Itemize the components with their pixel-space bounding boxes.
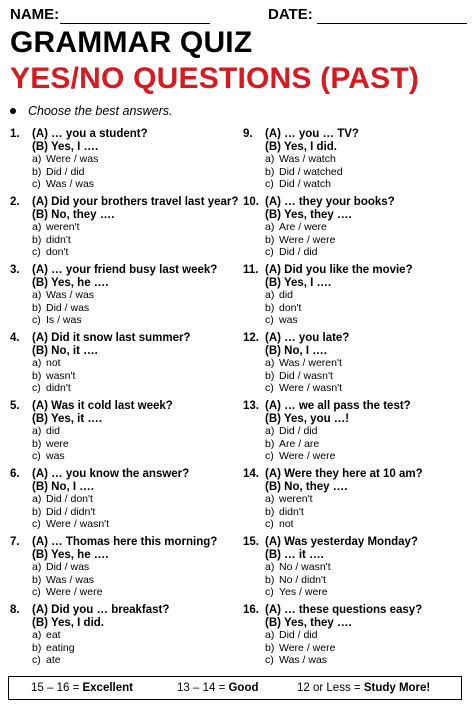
answer-option[interactable] xyxy=(32,562,89,574)
score-rating: Study More! xyxy=(363,682,431,694)
question-b: (B) No, I …. xyxy=(265,344,327,357)
question-a: (A) … they your books? xyxy=(265,196,395,208)
option-text: Are / were xyxy=(279,221,327,234)
question-a: (A) … these questions easy? xyxy=(265,604,423,616)
name-line[interactable] xyxy=(60,23,210,24)
option-text: Did / didn't xyxy=(46,505,96,518)
page-subtitle: YES/NO QUESTIONS (PAST) xyxy=(10,62,420,95)
option-letter: a) xyxy=(265,425,275,438)
option-text: Did / did xyxy=(279,425,318,438)
score-range: 15 – 16 = xyxy=(31,682,80,694)
answer-option[interactable] xyxy=(32,655,61,667)
option-text: didn't xyxy=(279,505,304,518)
date-label: DATE: xyxy=(268,6,313,23)
answer-option[interactable] xyxy=(265,222,327,234)
answer-option[interactable] xyxy=(32,494,93,506)
option-letter: b) xyxy=(265,573,275,586)
score-item xyxy=(177,682,259,694)
option-letter: a) xyxy=(32,493,42,506)
answer-option[interactable] xyxy=(265,655,327,667)
option-letter: c) xyxy=(32,586,41,599)
option-text: Was / weren't xyxy=(279,357,342,370)
question-a: (A) … Thomas here this morning? xyxy=(32,536,218,548)
question-block xyxy=(10,129,238,192)
option-text: Were / wasn't xyxy=(46,518,110,531)
option-letter: a) xyxy=(265,289,275,302)
answer-option[interactable] xyxy=(32,439,69,451)
option-letter: c) xyxy=(265,178,274,191)
answer-option[interactable] xyxy=(32,383,71,395)
answer-option[interactable] xyxy=(265,371,333,383)
question-block xyxy=(10,469,238,532)
option-letter: b) xyxy=(32,301,42,314)
answer-option[interactable] xyxy=(32,222,80,234)
option-letter: b) xyxy=(265,437,275,450)
question-a: (A) … we all pass the test? xyxy=(265,400,411,412)
option-letter: c) xyxy=(265,518,274,531)
option-text: Were / were xyxy=(279,641,336,654)
option-text: Was / was xyxy=(279,654,328,667)
option-letter: a) xyxy=(265,221,275,234)
option-letter: a) xyxy=(265,561,275,574)
answer-option[interactable] xyxy=(32,290,94,302)
answer-option[interactable] xyxy=(265,562,331,574)
name-label: NAME: xyxy=(10,6,60,23)
option-text: not xyxy=(279,518,294,531)
answer-option[interactable] xyxy=(265,315,298,327)
option-text: did xyxy=(279,289,294,302)
option-text: No / didn't xyxy=(279,573,326,586)
option-letter: b) xyxy=(32,369,42,382)
answer-option[interactable] xyxy=(265,587,328,599)
answer-option[interactable] xyxy=(265,358,342,370)
question-number: 15. xyxy=(243,536,259,548)
question-a: (A) … you know the answer? xyxy=(32,468,190,480)
question-b: (B) Yes, they …. xyxy=(265,616,352,629)
question-block xyxy=(10,605,238,668)
answer-option[interactable] xyxy=(32,235,71,247)
bullet-icon xyxy=(10,108,16,114)
option-text: Are / are xyxy=(279,437,320,450)
worksheet-header xyxy=(10,6,466,26)
option-letter: c) xyxy=(265,246,274,259)
answer-option[interactable] xyxy=(265,519,294,531)
option-text: were xyxy=(46,437,69,450)
option-text: Did / watched xyxy=(279,165,343,178)
option-letter: c) xyxy=(265,314,274,327)
option-text: Did / did xyxy=(46,165,85,178)
question-b: (B) No, they …. xyxy=(265,480,348,493)
score-range: 12 or Less = xyxy=(297,682,361,694)
option-text: No / wasn't xyxy=(279,561,331,574)
option-letter: b) xyxy=(265,301,275,314)
answer-option[interactable] xyxy=(265,507,304,519)
answer-option[interactable] xyxy=(265,630,318,642)
option-text: don't xyxy=(279,301,302,314)
option-letter: a) xyxy=(265,629,275,642)
question-a: (A) … you late? xyxy=(265,332,350,344)
answer-option[interactable] xyxy=(265,439,319,451)
question-number: 4. xyxy=(10,332,20,344)
option-text: Was / was xyxy=(46,289,95,302)
question-number: 10. xyxy=(243,196,259,208)
option-letter: b) xyxy=(32,437,42,450)
question-block xyxy=(243,401,471,464)
question-number: 16. xyxy=(243,604,259,616)
option-text: Were / were xyxy=(46,586,103,599)
question-b: (B) Yes, I did. xyxy=(32,616,104,629)
question-b: (B) Yes, he …. xyxy=(32,548,109,561)
question-block xyxy=(243,537,471,600)
option-text: ate xyxy=(46,654,61,667)
option-letter: c) xyxy=(32,450,41,463)
question-number: 2. xyxy=(10,196,20,208)
option-letter: a) xyxy=(32,153,42,166)
question-a: (A) Were they here at 10 am? xyxy=(265,468,423,480)
question-a: (A) … your friend busy last week? xyxy=(32,264,218,276)
option-letter: c) xyxy=(32,382,41,395)
answer-option[interactable] xyxy=(32,358,61,370)
question-b: (B) No, I …. xyxy=(32,480,94,493)
option-letter: c) xyxy=(32,654,41,667)
score-rating: Excellent xyxy=(82,682,133,694)
option-letter: c) xyxy=(265,654,274,667)
answer-option[interactable] xyxy=(32,643,75,655)
option-letter: c) xyxy=(265,382,274,395)
answer-option[interactable] xyxy=(265,290,293,302)
option-text: did xyxy=(46,425,61,438)
question-block xyxy=(243,129,471,192)
question-a: (A) Did you like the movie? xyxy=(265,264,413,276)
option-letter: b) xyxy=(265,369,275,382)
answer-option[interactable] xyxy=(265,426,318,438)
question-b: (B) No, it …. xyxy=(32,344,98,357)
option-text: weren't xyxy=(279,493,313,506)
question-block xyxy=(10,197,238,260)
option-letter: b) xyxy=(265,641,275,654)
question-a: (A) Did your brothers travel last year? xyxy=(32,196,239,208)
option-letter: a) xyxy=(265,357,275,370)
option-letter: b) xyxy=(265,505,275,518)
question-b: (B) Yes, I did. xyxy=(265,140,337,153)
option-letter: c) xyxy=(265,586,274,599)
question-number: 14. xyxy=(243,468,259,480)
answer-option[interactable] xyxy=(265,643,335,655)
answer-option[interactable] xyxy=(32,587,102,599)
question-block xyxy=(243,605,471,668)
question-b: (B) Yes, I …. xyxy=(265,276,332,289)
option-text: wasn't xyxy=(46,369,76,382)
score-rating: Good xyxy=(228,682,259,694)
answer-option[interactable] xyxy=(32,247,68,259)
question-number: 8. xyxy=(10,604,20,616)
instruction xyxy=(10,103,173,119)
option-text: Did / wasn't xyxy=(279,369,333,382)
option-letter: a) xyxy=(32,289,42,302)
option-letter: b) xyxy=(265,165,275,178)
question-block xyxy=(243,265,471,328)
option-text: didn't xyxy=(46,233,71,246)
question-block xyxy=(10,537,238,600)
option-letter: b) xyxy=(32,573,42,586)
question-number: 3. xyxy=(10,264,20,276)
question-number: 13. xyxy=(243,400,259,412)
option-text: Did / don't xyxy=(46,493,93,506)
question-block xyxy=(10,401,238,464)
score-item xyxy=(31,682,133,694)
question-a: (A) … you a student? xyxy=(32,128,148,140)
option-letter: a) xyxy=(32,425,42,438)
question-number: 11. xyxy=(243,264,259,276)
answer-option[interactable] xyxy=(32,451,65,463)
question-a: (A) Did you … breakfast? xyxy=(32,604,170,616)
question-b: (B) Yes, I …. xyxy=(32,140,99,153)
answer-option[interactable] xyxy=(32,575,94,587)
question-b: (B) Yes, he …. xyxy=(32,276,109,289)
question-block xyxy=(10,265,238,328)
question-a: (A) Was it cold last week? xyxy=(32,400,173,412)
option-text: not xyxy=(46,357,61,370)
option-text: eat xyxy=(46,629,61,642)
option-letter: b) xyxy=(32,233,42,246)
question-number: 12. xyxy=(243,332,259,344)
answer-option[interactable] xyxy=(265,235,335,247)
question-b: (B) Yes, it …. xyxy=(32,412,103,425)
instruction-text: Choose the best answers. xyxy=(28,104,173,118)
page-title: GRAMMAR QUIZ xyxy=(10,26,253,59)
answer-option[interactable] xyxy=(32,167,85,179)
option-text: Was / was xyxy=(46,178,95,191)
option-text: eating xyxy=(46,641,75,654)
answer-option[interactable] xyxy=(265,167,343,179)
question-b: (B) Yes, you …! xyxy=(265,412,350,425)
option-text: Did / was xyxy=(46,561,90,574)
option-letter: a) xyxy=(265,493,275,506)
option-letter: b) xyxy=(32,165,42,178)
option-letter: c) xyxy=(32,518,41,531)
question-b: (B) Yes, they …. xyxy=(265,208,352,221)
option-text: Is / was xyxy=(46,314,82,327)
answer-option[interactable] xyxy=(32,179,94,191)
option-text: Did / did xyxy=(279,246,318,259)
answer-option[interactable] xyxy=(32,303,89,315)
answer-option[interactable] xyxy=(265,154,336,166)
answer-option[interactable] xyxy=(265,494,313,506)
score-range: 13 – 14 = xyxy=(177,682,226,694)
option-letter: b) xyxy=(32,505,42,518)
answer-option[interactable] xyxy=(32,519,109,531)
option-letter: c) xyxy=(32,314,41,327)
answer-option[interactable] xyxy=(32,630,61,642)
option-letter: b) xyxy=(265,233,275,246)
option-letter: c) xyxy=(32,178,41,191)
answer-option[interactable] xyxy=(265,451,335,463)
question-number: 5. xyxy=(10,400,20,412)
option-text: Was / watch xyxy=(279,153,336,166)
answer-option[interactable] xyxy=(32,315,82,327)
option-letter: a) xyxy=(265,153,275,166)
question-block xyxy=(10,333,238,396)
option-text: was xyxy=(46,450,65,463)
option-letter: a) xyxy=(32,629,42,642)
answer-option[interactable] xyxy=(32,371,75,383)
answer-option[interactable] xyxy=(265,303,301,315)
option-text: Did / watch xyxy=(279,178,331,191)
question-block xyxy=(243,197,471,260)
option-text: Yes / were xyxy=(279,586,328,599)
option-text: don't xyxy=(46,246,69,259)
question-number: 7. xyxy=(10,536,20,548)
date-line[interactable] xyxy=(317,23,467,24)
option-text: Were / was xyxy=(46,153,99,166)
option-text: Did / did xyxy=(279,629,318,642)
question-b: (B) … it …. xyxy=(265,548,324,561)
answer-option[interactable] xyxy=(265,179,331,191)
option-text: Were / were xyxy=(279,450,336,463)
answer-option[interactable] xyxy=(265,247,318,259)
question-a: (A) Did it snow last summer? xyxy=(32,332,191,344)
question-b: (B) No, they …. xyxy=(32,208,115,221)
option-text: weren't xyxy=(46,221,80,234)
answer-option[interactable] xyxy=(265,575,326,587)
option-text: was xyxy=(279,314,298,327)
option-letter: a) xyxy=(32,357,42,370)
question-number: 1. xyxy=(10,128,20,140)
option-text: Were / were xyxy=(279,233,336,246)
question-block xyxy=(243,469,471,532)
option-letter: b) xyxy=(32,641,42,654)
option-letter: c) xyxy=(265,450,274,463)
option-text: Was / was xyxy=(46,573,95,586)
score-item xyxy=(297,682,430,694)
question-number: 9. xyxy=(243,128,253,140)
answer-option[interactable] xyxy=(32,507,95,519)
question-number: 6. xyxy=(10,468,20,480)
option-letter: a) xyxy=(32,561,42,574)
option-letter: c) xyxy=(32,246,41,259)
option-text: didn't xyxy=(46,382,71,395)
score-key xyxy=(8,676,462,700)
answer-option[interactable] xyxy=(32,154,98,166)
question-block xyxy=(243,333,471,396)
answer-option[interactable] xyxy=(265,383,342,395)
answer-option[interactable] xyxy=(32,426,60,438)
option-letter: a) xyxy=(32,221,42,234)
question-a: (A) … you … TV? xyxy=(265,128,359,140)
option-text: Did / was xyxy=(46,301,90,314)
question-a: (A) Was yesterday Monday? xyxy=(265,536,418,548)
option-text: Were / wasn't xyxy=(279,382,343,395)
